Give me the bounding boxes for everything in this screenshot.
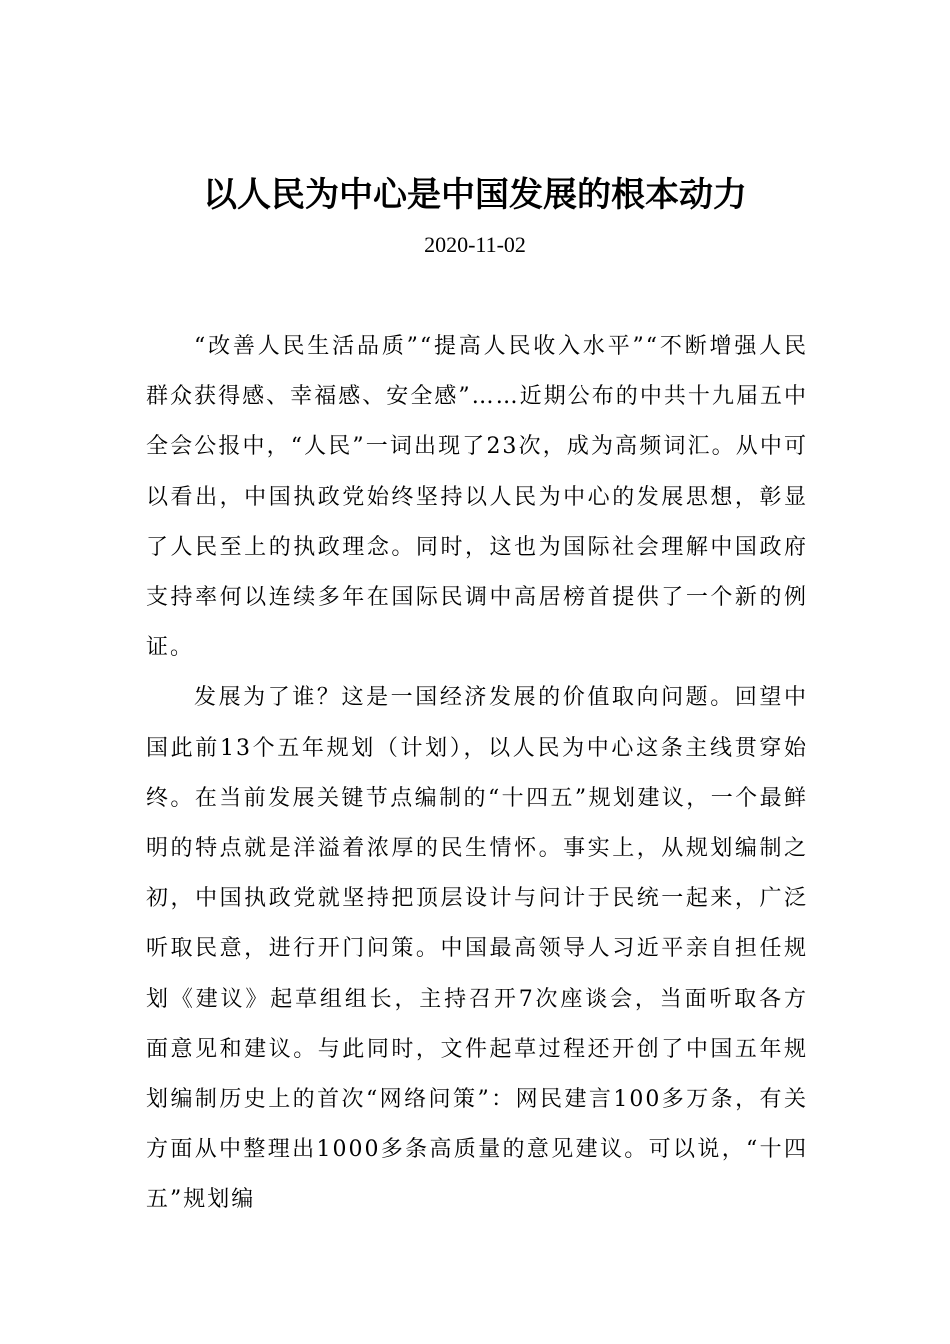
paragraph: 发展为了谁？这是一国经济发展的价值取向问题。回望中国此前13个五年规划（计划），以人民为中心这条主线贯穿始终。在当前发展关键节点编制的“十四五”规划建议，一个最鲜明的特点就是洋溢着浓厚的民生情怀。事实上，从规划编制之初，中国执政党就坚持把顶层设计与问计于民统一起来，广泛听取民意，进行开门问策。中国最高领导人习近平亲自担任规划《建议》起草组组长，主持召开7次座谈会，当面听取各方面意见和建议。与此同时，文件起草过程还开创了中国五年规划编制历史上的首次“网络问策”：网民建言100多万条，有关方面从中整理出1000多条高质量的意见建议。可以说，“十四五”规划编 <box>146 685 808 1213</box>
document-date: 2020-11-02 <box>424 232 526 257</box>
document-title: 以人民为中心是中国发展的根本动力 <box>203 175 747 215</box>
document-body <box>146 322 808 1226</box>
paragraph: “改善人民生活品质”“提高人民收入水平”“不断增强人民群众获得感、幸福感、安全感”……近期公布的中共十九届五中全会公报中，“人民”一词出现了23次，成为高频词汇。从中可以看出，中国执政党始终坚持以人民为中心的发展思想，彰显了人民至上的执政理念。同时，这也为国际社会理解中国政府支持率何以连续多年在国际民调中高居榜首提供了一个新的例证。 <box>146 334 808 661</box>
